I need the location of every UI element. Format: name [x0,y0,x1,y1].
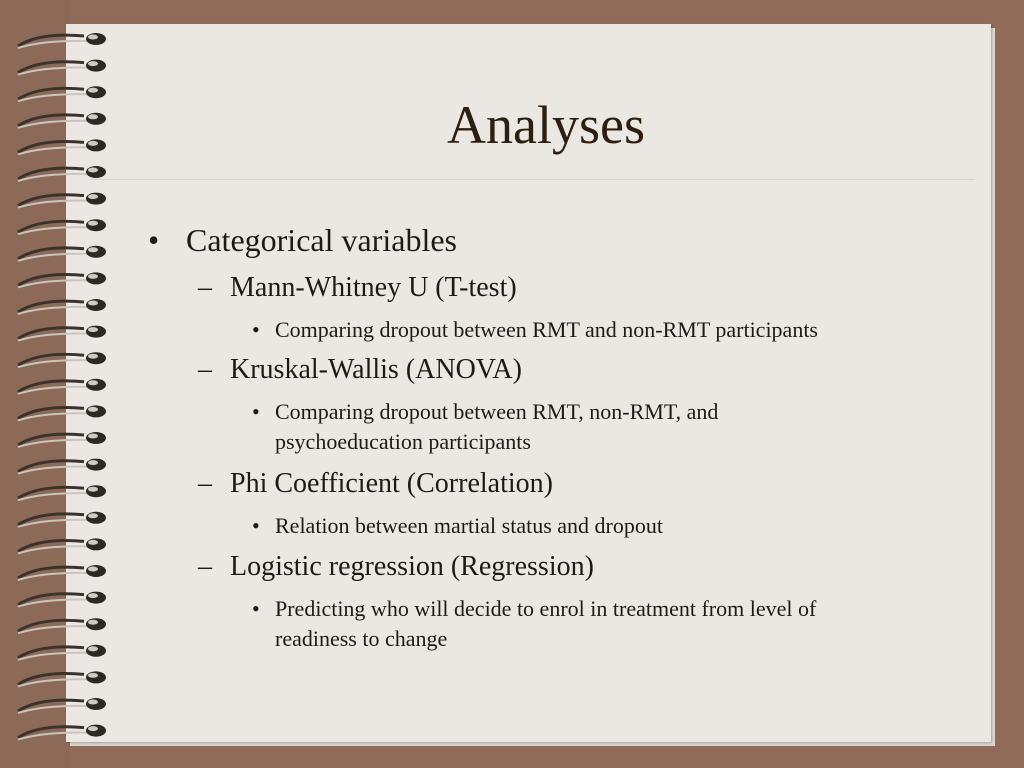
detail-mann-whitney: Comparing dropout between RMT and non-RMT participants [275,317,818,342]
detail-logistic-regression-line-1: Predicting who will decide to enrol in treatment from level of [275,596,817,621]
dash-marker: – [198,468,212,499]
sub-bullet-marker: • [252,513,260,538]
sub-bullet-marker: • [252,399,260,424]
sub-bullet-marker: • [252,317,260,342]
detail-phi-coefficient: Relation between martial status and dropout [275,513,663,538]
bullet-categorical-variables: Categorical variables [186,222,457,258]
slide-title: Analyses [447,95,645,155]
item-logistic-regression: Logistic regression (Regression) [230,551,594,582]
detail-logistic-regression-line-2: readiness to change [275,626,448,651]
item-mann-whitney: Mann-Whitney U (T-test) [230,272,517,303]
item-kruskal-wallis: Kruskal-Wallis (ANOVA) [230,354,522,385]
dash-marker: – [198,354,212,385]
bullet-marker: • [148,222,160,258]
detail-kruskal-wallis-line-1: Comparing dropout between RMT, non-RMT, and [275,399,719,424]
detail-kruskal-wallis-line-2: psychoeducation participants [275,429,531,454]
item-phi-coefficient: Phi Coefficient (Correlation) [230,468,553,499]
dash-marker: – [198,272,212,303]
sub-bullet-marker: • [252,596,260,621]
dash-marker: – [198,551,212,582]
